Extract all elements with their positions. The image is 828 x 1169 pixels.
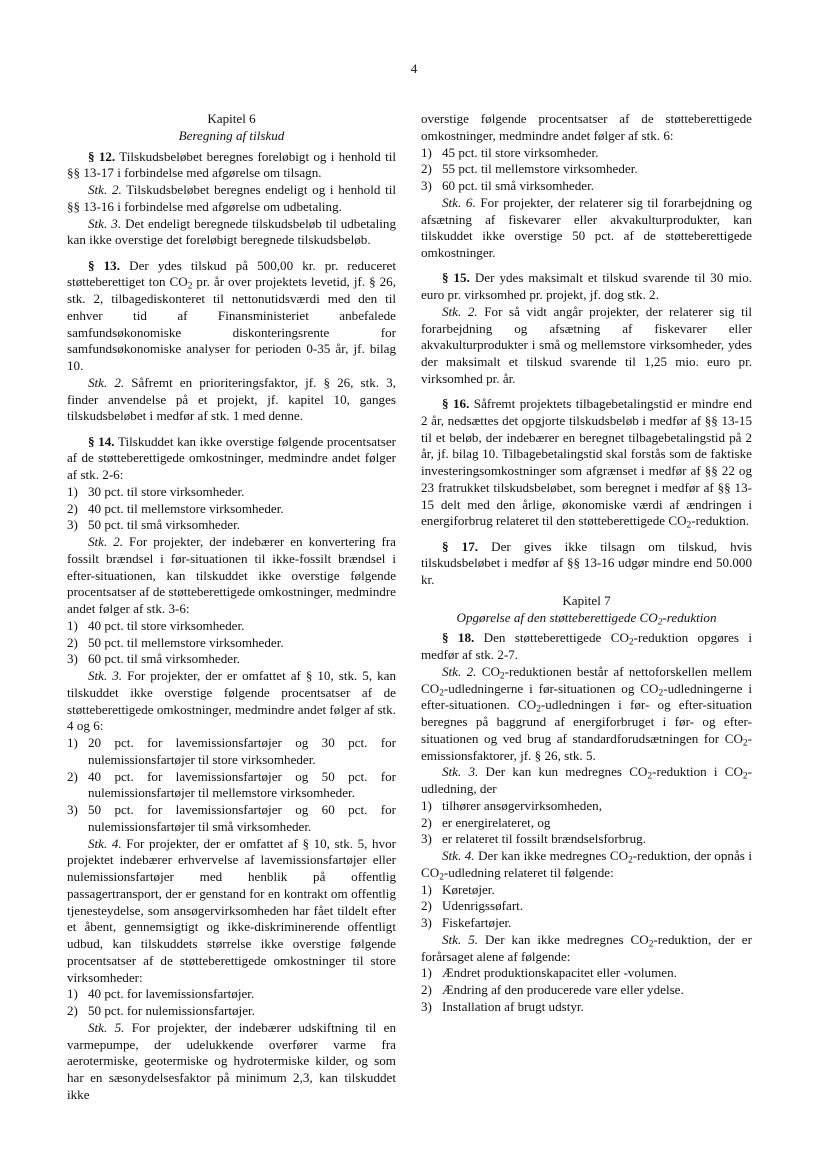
chapter-title: Beregning af tilskud xyxy=(178,127,285,143)
stk-label: Stk. 6. xyxy=(442,194,476,210)
numbered-list xyxy=(67,735,396,836)
list-item: 1) 45 pct. til store virksomheder. xyxy=(421,144,599,160)
stk-label: Stk. 4. xyxy=(88,835,122,851)
paragraph: Stk. 2. $CO_2$-reduktionen består af nettoforskellen mellem $CO_2$-udledningerne i før-situationen og $CO_2$-udledningerne i efter-situationen. $CO_2$-udledningen i før- og efter-situation beregnes på baggrund af energiforbruget i før- og efter-situationen og ved brug af standardforudsætningen for $CO_2$-emissionsfaktorer, jf. § 26, stk. 5. xyxy=(421,663,752,763)
paragraph: § 14. Tilskuddet kan ikke overstige følgende procentsatser af de støtteberettigede omkostninger, medmindre andet følger af stk. 2-6: xyxy=(67,433,397,482)
paragraph: Stk. 4. Der kan ikke medregnes $CO_2$-reduktion, der opnås i $CO_2$-udledning relateret til følgende: xyxy=(421,848,752,883)
paragraph: § 12. Tilskudsbeløbet beregnes foreløbigt og i henhold til §§ 13-17 i forbindelse med afgørelse om tilsagn. xyxy=(67,148,397,181)
stk-label: Stk. 2. xyxy=(442,663,477,679)
section-16 xyxy=(421,396,752,530)
list-item: 3) 60 pct. til små virksomheder. xyxy=(67,651,241,667)
numbered-list xyxy=(421,882,752,932)
stk-label: Stk. 5. xyxy=(88,1019,125,1035)
list-item: 2) 40 pct. for lavemissionsfartøjer og 50 pct. for nulemissionsfartøjer til mellemstore virksomheder. xyxy=(67,768,396,801)
section-number: § 15. xyxy=(442,270,470,286)
section-number: § 16. xyxy=(442,396,470,411)
numbered-list xyxy=(67,484,396,534)
list-item: 1) Køretøjer. xyxy=(421,881,495,897)
numbered-list xyxy=(421,798,752,848)
list-item: 1) 40 pct. for lavemissionsfartøjer. xyxy=(67,986,255,1002)
list-item: 1) 40 pct. til store virksomheder. xyxy=(67,617,245,633)
section-14 xyxy=(67,434,396,1104)
section-number: § 13. xyxy=(88,257,121,273)
paragraph: overstige følgende procentsatser af de støtteberettigede omkostninger, medmindre andet følger af stk. 6: xyxy=(421,111,752,143)
paragraph: § 15. Der ydes maksimalt et tilskud svarende til 30 mio. euro pr. virksomhed pr. projekt, jf. dog stk. 2. xyxy=(421,270,753,302)
list-item: 2) 50 pct. til mellemstore virksomheder. xyxy=(67,634,284,650)
section-15 xyxy=(421,270,752,387)
section-number: § 17. xyxy=(442,538,479,554)
list-item: 3) 50 pct. til små virksomheder. xyxy=(67,517,241,533)
stk-label: Stk. 2. xyxy=(442,303,478,319)
stk-label: Stk. 2. xyxy=(88,182,122,197)
paragraph: Stk. 3. For projekter, der er omfattet af § 10, stk. 5, kan tilskuddet ikke overstige følgende procentsatser af de støtteberettigede omkostninger, medmindre andet følger af stk. 4 og 6: xyxy=(67,668,396,734)
stk-label: Stk. 4. xyxy=(442,848,475,863)
paragraph: § 16. Såfremt projektets tilbagebetalingstid er mindre end 2 år, nedsættes det opgjorte tilskudsbeløb i medfør af §§ 13-15 til et beløb, der indebærer en beregnet tilbagebetalingstid på 2 år, jf. bilag 10. Tilbagebetalingstid skal forstås som de faktiske investeringsomkostninger som afgrænset i medfør af §§ 22 og 23 fratrukket tilskudsbeløbet, som beregnet i medfør af §§ 13-15 delt med den årlige, økonomiske værdi af ændringen i energiforbrug relateret til den støtteberettigede $CO_2$-reduktion. xyxy=(421,396,752,531)
section-18 xyxy=(421,630,752,1015)
numbered-list xyxy=(67,986,396,1020)
section-number: § 12. xyxy=(88,148,116,164)
chapter-heading: Kapitel 6 xyxy=(207,111,256,126)
numbered-list xyxy=(67,618,396,668)
numbered-list xyxy=(421,965,752,1015)
section-17 xyxy=(421,539,752,589)
page-number: 4 xyxy=(410,61,418,76)
section-number: § 18. xyxy=(442,630,475,646)
stk-label: Stk. 3. xyxy=(88,668,123,683)
list-item: 3) er relateret til fossilt brændselsforbrug. xyxy=(421,831,646,847)
paragraph: Stk. 2. Tilskudsbeløbet beregnes endeligt og i henhold til §§ 13-16 i forbindelse med afgørelse om udbetaling. xyxy=(67,182,396,214)
paragraph: Stk. 3. Der kan kun medregnes $CO_2$-reduktion i $CO_2$-udledning, der xyxy=(421,764,752,796)
numbered-list xyxy=(421,145,752,195)
list-item: 1) 20 pct. for lavemissionsfartøjer og 30 pct. for nulemissionsfartøjer til store virksomheder. xyxy=(67,735,396,767)
section-14-continued xyxy=(421,111,752,262)
stk-label: Stk. 5. xyxy=(442,931,479,947)
paragraph: § 18. Den støtteberettigede $CO_2$-reduktion opgøres i medfør af stk. 2-7. xyxy=(421,630,753,662)
section-number: § 14. xyxy=(88,433,115,449)
list-item: 3) 60 pct. til små virksomheder. xyxy=(421,178,595,193)
list-item: 2) 50 pct. for nulemissionsfartøjer. xyxy=(67,1003,255,1018)
paragraph: Stk. 5. For projekter, der indebærer udskiftning til en varmepumpe, der udelukkende overfører varme fra aerotermiske, geotermiske og hydrotermiske kilder, og som har en sæsonydelsesfaktor på minimum 2,3, kan tilskuddet ikke xyxy=(67,1019,396,1102)
right-column xyxy=(421,111,752,1016)
paragraph: Stk. 2. For så vidt angår projekter, der relaterer sig til forarbejdning og afsætning af fiskevarer eller akvakulturprodukter i små og mellemstore virksomheder, ydes der maksimalt et tilskud svarende til 1,25 mio. euro pr. virksomhed pr. år. xyxy=(421,303,753,386)
paragraph: Stk. 2. Såfremt en prioriteringsfaktor, jf. § 26, stk. 3, finder anvendelse på et projekt, jf. kapitel 10, ganges tilskudsbeløbet i medfør af stk. 1 med denne. xyxy=(67,374,396,424)
list-item: 1) tilhører ansøgervirksomheden, xyxy=(421,797,602,813)
stk-label: Stk. 2. xyxy=(88,374,125,390)
list-item: 2) Udenrigssøfart. xyxy=(421,898,524,914)
chapter-title: Opgørelse af den støtteberettigede $CO_2$-reduktion xyxy=(456,609,717,627)
paragraph: Stk. 6. For projekter, der relaterer sig til forarbejdning og afsætning af fiskevarer eller akvakulturprodukter, kan tilskuddet ikke overstige 50 pct. af de støtteberettigede omkostninger. xyxy=(421,194,752,260)
list-item: 3) 50 pct. for lavemissionsfartøjer og 60 pct. for nulemissionsfartøjer til små virksomheder. xyxy=(67,802,396,834)
paragraph: § 13. Der ydes tilskud på 500,00 kr. pr. reduceret støtteberettiget ton $CO_2$ pr. år over projektets levetid, jf. § 26, stk. 2, tilbagediskonteret til nettonutidsværdi med den til enhver tid af Finansministeriet anbefalede samfundsøkonomiske diskonteringsrente for samfundsøkonomiske analyser for perioden 0-35 år, jf. bilag 10. xyxy=(67,257,397,373)
stk-label: Stk. 3. xyxy=(88,215,122,231)
chapter-heading: Kapitel 7 xyxy=(562,592,611,608)
section-12 xyxy=(67,149,396,250)
paragraph: Stk. 2. For projekter, der indebærer en konvertering fra fossilt brændsel i før-situationen til ikke-fossilt brændsel i efter-situationen, kan tilskuddet ikke overstige følgende procentsatser af de støtteberettigede omkostninger, medmindre andet følger af stk. 3-6: xyxy=(67,534,396,616)
paragraph: § 17. Der gives ikke tilsagn om tilskud, hvis tilskudsbeløbet i medfør af §§ 13-16 udgør mindre end 50.000 kr. xyxy=(421,538,753,587)
stk-label: Stk. 2. xyxy=(88,534,124,549)
list-item: 1) 30 pct. til store virksomheder. xyxy=(67,483,245,499)
paragraph: Stk. 4. For projekter, der er omfattet af § 10, stk. 5, hvor projektet indebærer erhvervelse af lavemissionsfartøjer eller nulemissionsfartøjer med henblik på offentlig passagertransport, der er genstand for en kontrakt om offentlig tjenesteydelse, som ansøgervirksomheden har fået tildelt efter et åbent, gennemsigtigt og ikke-diskriminerende offentligt udbud, kan tilskuddets størrelse ikke overstige følgende procentsatser af de støtteberettigede omkostninger til store virksomheder: xyxy=(67,835,396,985)
list-item: 2) er energirelateret, og xyxy=(421,814,551,830)
list-item: 2) 55 pct. til mellemstore virksomheder. xyxy=(421,161,638,177)
section-13 xyxy=(67,258,396,426)
paragraph: Stk. 5. Der kan ikke medregnes $CO_2$-reduktion, der er forårsaget alene af følgende: xyxy=(421,931,752,964)
paragraph: Stk. 3. Det endeligt beregnede tilskudsbeløb til udbetaling kan ikke overstige det foreløbigt beregnede tilskudsbeløb. xyxy=(67,215,396,248)
list-item: 3) Fiskefartøjer. xyxy=(421,915,512,930)
left-column xyxy=(67,111,396,1104)
list-item: 3) Installation af brugt udstyr. xyxy=(421,998,584,1014)
stk-label: Stk. 3. xyxy=(442,764,479,780)
list-item: 1) Ændret produktionskapacitet eller -volumen. xyxy=(421,965,677,981)
list-item: 2) Ændring af den producerede vare eller ydelse. xyxy=(421,982,684,997)
list-item: 2) 40 pct. til mellemstore virksomheder. xyxy=(67,500,284,516)
